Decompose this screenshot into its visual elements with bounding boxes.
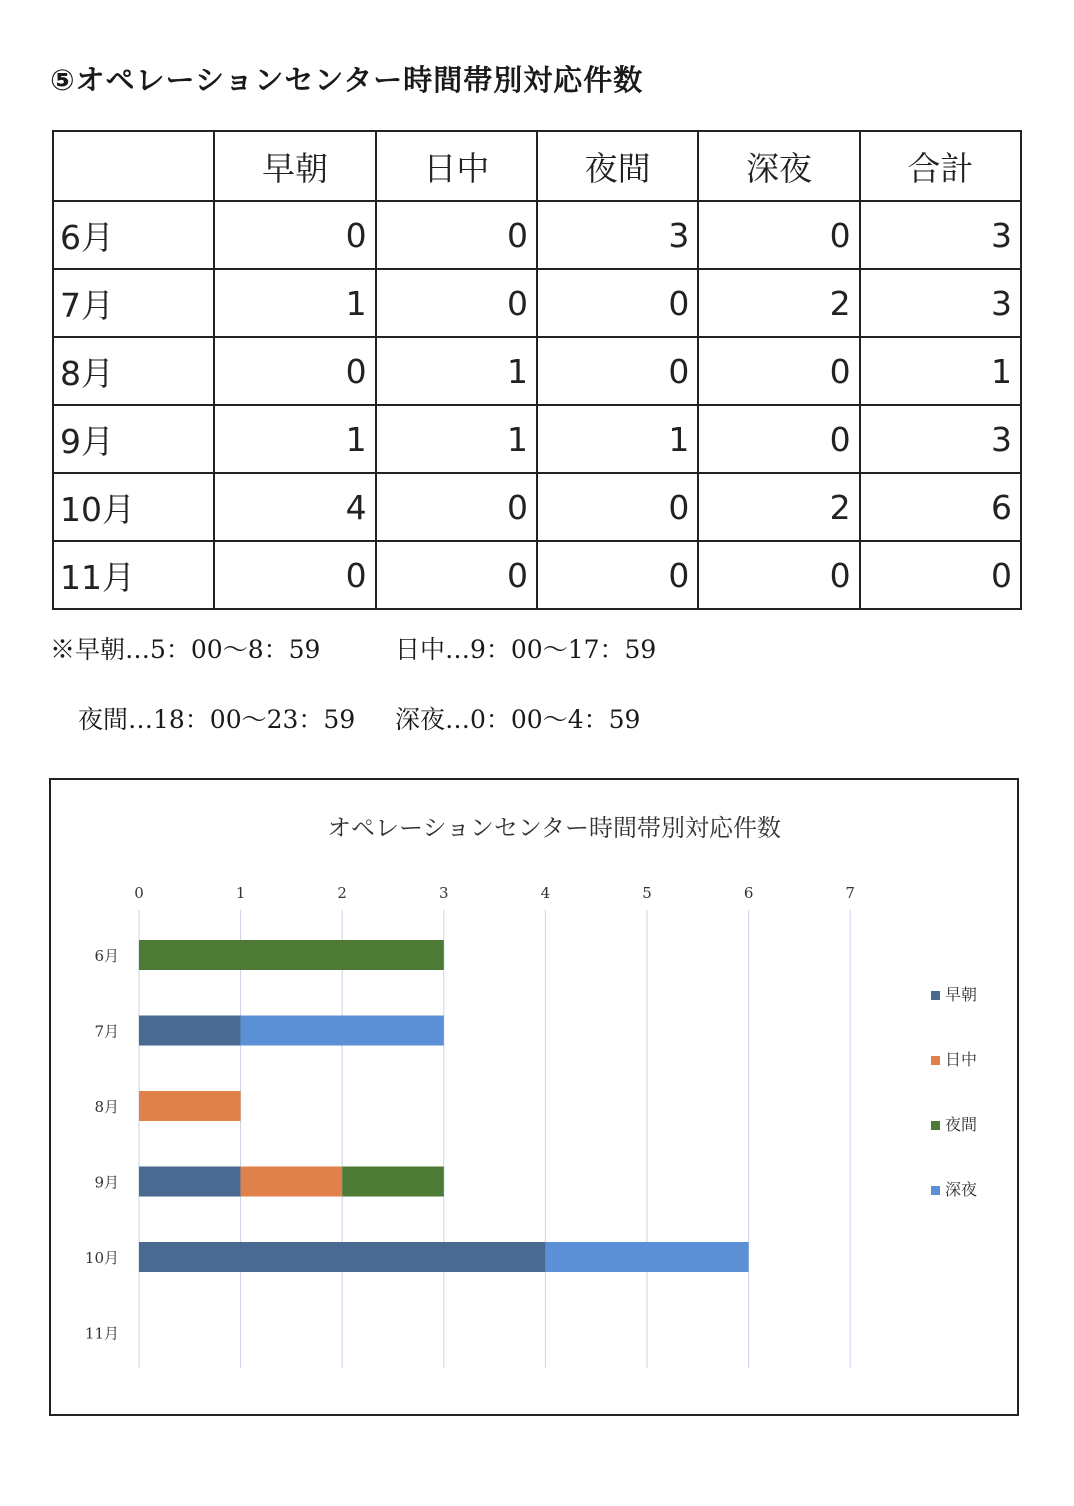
bar-日中-8月 [139,1091,241,1121]
bar-深夜-7月 [241,1016,444,1046]
category-label: 7月 [94,1022,119,1041]
chart-frame [49,778,1019,1416]
value-cell: 0 [376,541,537,609]
value-cell: 0 [698,337,859,405]
legend-label: 深夜 [945,1180,978,1199]
total-cell: 1 [860,337,1021,405]
header-cell: 日中 [376,131,537,201]
bar-夜間-9月 [342,1167,444,1197]
category-label: 11月 [84,1324,119,1343]
note-early-morning: ※早朝…5：00〜8：59 [50,635,321,664]
total-cell: 0 [860,541,1021,609]
legend-label: 日中 [945,1050,978,1069]
header-cell: 夜間 [537,131,698,201]
value-cell: 0 [537,473,698,541]
header-cell [53,131,214,201]
table-header-row [53,131,1021,201]
table-row [53,405,1021,473]
month-cell: 8月 [53,337,214,405]
legend-swatch [931,991,940,1000]
category-label: 8月 [94,1098,119,1116]
value-cell: 1 [214,405,375,473]
bar-早朝-7月 [139,1016,241,1046]
total-cell: 3 [860,405,1021,473]
value-cell: 1 [376,337,537,405]
counts-table [52,130,1022,610]
category-label: 10月 [84,1249,119,1267]
value-cell: 3 [537,201,698,269]
bar-夜間-6月 [139,940,444,970]
table-row [53,269,1021,337]
chart-title: オペレーションセンター時間帯別対応件数 [326,814,782,842]
x-tick-label: 1 [235,884,246,902]
x-tick-label: 0 [134,884,144,902]
month-cell: 9月 [53,405,214,473]
legend-label: 早朝 [945,985,978,1004]
legend-swatch [931,1056,940,1065]
bar-日中-9月 [241,1167,343,1197]
value-cell: 0 [376,201,537,269]
value-cell: 4 [214,473,375,541]
value-cell: 0 [698,201,859,269]
x-tick-label: 6 [743,884,754,902]
total-cell: 3 [860,269,1021,337]
legend-swatch [931,1186,940,1195]
bar-深夜-10月 [545,1242,748,1272]
legend-label: 夜間 [945,1115,978,1134]
total-cell: 3 [860,201,1021,269]
month-cell: 6月 [53,201,214,269]
value-cell: 0 [214,337,375,405]
legend-swatch [931,1121,940,1130]
table-row [53,201,1021,269]
month-cell: 7月 [53,269,214,337]
value-cell: 1 [537,405,698,473]
header-cell: 合計 [860,131,1021,201]
x-tick-label: 4 [540,884,551,902]
value-cell: 0 [537,269,698,337]
value-cell: 2 [698,473,859,541]
value-cell: 0 [537,541,698,609]
table-row [53,541,1021,609]
x-tick-label: 7 [845,884,855,902]
category-label: 9月 [94,1173,119,1192]
x-tick-label: 2 [337,884,347,902]
value-cell: 0 [698,541,859,609]
value-cell: 1 [214,269,375,337]
note-night: 夜間…18：00〜23：59 [78,705,356,734]
x-tick-label: 3 [439,884,449,902]
value-cell: 0 [537,337,698,405]
note-daytime: 日中…9：00〜17：59 [395,635,657,664]
total-cell: 6 [860,473,1021,541]
value-cell: 0 [214,541,375,609]
note-late-night: 深夜…0：00〜4：59 [395,705,641,734]
category-label: 6月 [94,947,119,965]
stacked-bar-chart [51,780,1017,1414]
table-row [53,473,1021,541]
header-cell: 深夜 [698,131,859,201]
page-heading: ⑤オペレーションセンター時間帯別対応件数 [50,63,644,97]
bar-早朝-10月 [139,1242,545,1272]
value-cell: 0 [698,405,859,473]
value-cell: 0 [376,473,537,541]
value-cell: 0 [376,269,537,337]
header-cell: 早朝 [214,131,375,201]
value-cell: 2 [698,269,859,337]
bar-早朝-9月 [139,1167,241,1197]
x-tick-label: 5 [642,884,652,902]
month-cell: 11月 [53,541,214,609]
month-cell: 10月 [53,473,214,541]
table-row [53,337,1021,405]
value-cell: 1 [376,405,537,473]
value-cell: 0 [214,201,375,269]
